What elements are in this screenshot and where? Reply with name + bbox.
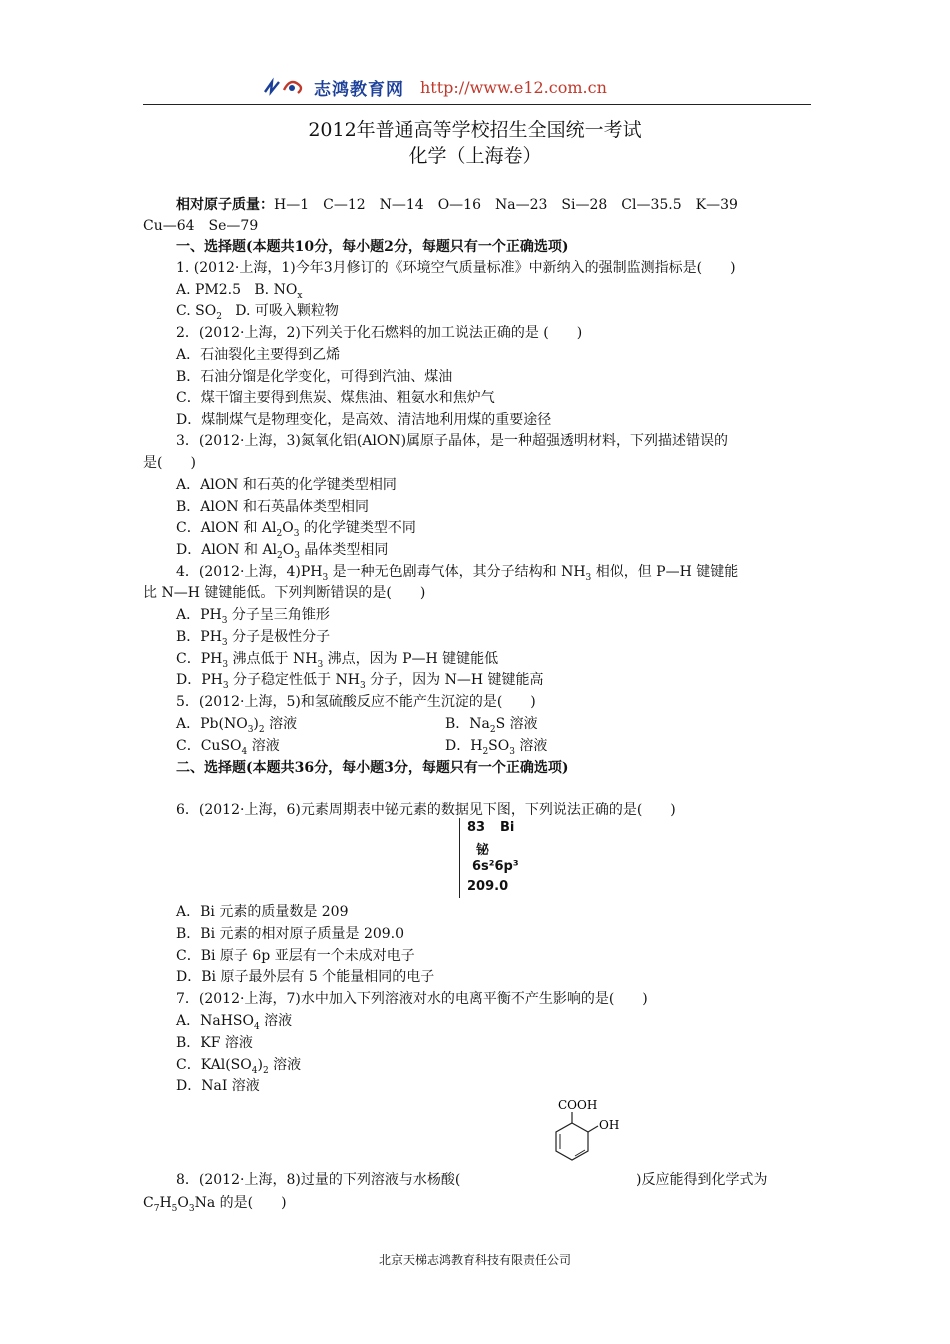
site-url-link[interactable]: http://www.e12.com.cn — [420, 77, 607, 97]
site-header — [262, 70, 607, 104]
q7-stem: 7．(2012·上海，7)水中加入下列溶液对水的电离平衡不产生影响的是( ) — [176, 991, 648, 1007]
q4-option-b[interactable]: B．$PH_3$ 分子是极性分子 — [176, 629, 331, 648]
q6-stem: 6．(2012·上海，6)元素周期表中铋元素的数据见下图，下列说法正确的是( ) — [176, 802, 676, 818]
header-divider — [143, 104, 811, 105]
atomic-mass-line-1 — [176, 195, 738, 215]
q3-option-c[interactable]: C．AlON 和 $Al_2O_3$ 的化学键类型不同 — [176, 520, 416, 539]
q1-option-d[interactable]: D. 可吸入颗粒物 — [235, 303, 339, 319]
carboxyl-group-label: COOH — [558, 1098, 598, 1112]
q1-options-ab — [176, 280, 302, 300]
exam-subtitle: 化学（上海卷） — [408, 145, 542, 167]
q6-option-c[interactable]: C．Bi 原子 6p 亚层有一个未成对电子 — [176, 948, 415, 964]
atomic-mass-line-2: Cu—64 Se—79 — [143, 218, 259, 234]
q8-stem-line-1-right: )反应能得到化学式为 — [636, 1172, 768, 1188]
q1-stem: 1. (2012·上海，1)今年3月修订的《环境空气质量标准》中新纳入的强制监测指标是( ) — [176, 260, 736, 276]
q3-stem-line-1: 3．(2012·上海，3)氮氧化铝(AlON)属原子晶体，是一种超强透明材料，下列描述错误的 — [176, 433, 729, 449]
q4-option-c[interactable]: C．$PH_3$ 沸点低于 $NH_3$ 沸点，因为 P—H 键键能低 — [176, 651, 499, 670]
q5-option-c[interactable]: C．CuSO$_4$ 溶液 — [176, 738, 280, 757]
site-name: 志鸿教育网 — [314, 79, 404, 100]
salicylic-acid-structure — [540, 1095, 630, 1175]
section-2-heading: 二、选择题(本题共36分，每小题3分，每题只有一个正确选项) — [176, 760, 569, 776]
q2-option-d[interactable]: D．煤制煤气是物理变化，是高效、清洁地利用煤的重要途径 — [176, 412, 552, 428]
hydroxyl-group-label: OH — [599, 1118, 620, 1132]
q1-option-c[interactable]: C. $SO_2$ — [176, 303, 222, 322]
q5-option-b[interactable]: B．$Na_2S$ 溶液 — [445, 716, 538, 735]
q2-option-c[interactable]: C．煤干馏主要得到焦炭、煤焦油、粗氨水和焦炉气 — [176, 390, 495, 406]
q4-stem-line-1: 4．(2012·上海，$4)PH_3$ 是一种无色剧毒气体，其分子结构和 $NH_3$ 相似，但 P—H 键键能 — [176, 564, 739, 583]
q3-option-a[interactable]: A．AlON 和石英的化学键类型相同 — [176, 477, 397, 493]
q6-option-b[interactable]: B．Bi 元素的相对原子质量是 209.0 — [176, 926, 405, 942]
atomic-mass-label: 相对原子质量： — [176, 197, 274, 213]
q7-option-d[interactable]: D．NaI 溶液 — [176, 1078, 260, 1094]
q4-option-a[interactable]: A．$PH_3$ 分子呈三角锥形 — [176, 607, 330, 626]
page-footer: 北京天梯志鸿教育科技有限责任公司 — [378, 1253, 571, 1267]
q7-option-a[interactable]: A．NaHSO$_4$ 溶液 — [176, 1013, 293, 1032]
q1-option-a[interactable]: A. PM2.5 — [176, 282, 242, 298]
q3-stem-line-2: 是( ) — [143, 455, 196, 471]
element-symbol: Bi — [500, 820, 515, 835]
q6-option-d[interactable]: D．Bi 原子最外层有 5 个能量相同的电子 — [176, 969, 435, 985]
q5-stem: 5．(2012·上海，5)和氢硫酸反应不能产生沉淀的是( ) — [176, 694, 536, 710]
exam-title: 2012年普通高等学校招生全国统一考试 — [308, 119, 642, 141]
section-1-heading: 一、选择题(本题共10分，每小题2分，每题只有一个正确选项) — [176, 239, 569, 255]
q2-stem: 2．(2012·上海，2)下列关于化石燃料的加工说法正确的是 ( ) — [176, 325, 583, 341]
q2-option-b[interactable]: B．石油分馏是化学变化，可得到汽油、煤油 — [176, 369, 453, 385]
q5-option-d[interactable]: D．$H_2SO_3$ 溶液 — [445, 738, 548, 757]
q3-option-b[interactable]: B．AlON 和石英晶体类型相同 — [176, 499, 370, 515]
q1-options-cd — [176, 301, 339, 321]
bismuth-element-card — [459, 818, 530, 898]
brand-logo-icon — [262, 76, 308, 98]
q4-option-d[interactable]: D．$PH_3$ 分子稳定性低于 $NH_3$ 分子，因为 N—H 键键能高 — [176, 672, 544, 691]
q7-option-c[interactable]: C．$KAl(SO_4)_2$ 溶液 — [176, 1057, 302, 1076]
q6-option-a[interactable]: A．Bi 元素的质量数是 209 — [176, 904, 349, 920]
element-atomic-mass: 209.0 — [467, 879, 509, 894]
q4-stem-line-2: 比 N—H 键键能低。下列判断错误的是( ) — [143, 585, 426, 601]
q7-option-b[interactable]: B．KF 溶液 — [176, 1035, 253, 1051]
element-name: 铋 — [476, 843, 490, 858]
q2-option-a[interactable]: A．石油裂化主要得到乙烯 — [176, 347, 341, 363]
atomic-mass-values: H—1 C—12 N—14 O—16 Na—23 Si—28 Cl—35.5 K—39 — [274, 197, 738, 213]
element-electron-config: 6s²6p³ — [472, 859, 519, 874]
q1-option-b[interactable]: B. $NO_x$ — [254, 282, 303, 301]
q8-stem-line-2: $C_7H_5O_3Na$ 的是( ) — [143, 1195, 287, 1214]
q5-option-a[interactable]: A．$Pb(NO_3)_2$ 溶液 — [176, 716, 298, 735]
q3-option-d[interactable]: D．AlON 和 $Al_2O_3$ 晶体类型相同 — [176, 542, 389, 561]
q8-stem-line-1-left: 8．(2012·上海，8)过量的下列溶液与水杨酸( — [176, 1172, 461, 1188]
element-atomic-number: 83 — [467, 820, 486, 835]
